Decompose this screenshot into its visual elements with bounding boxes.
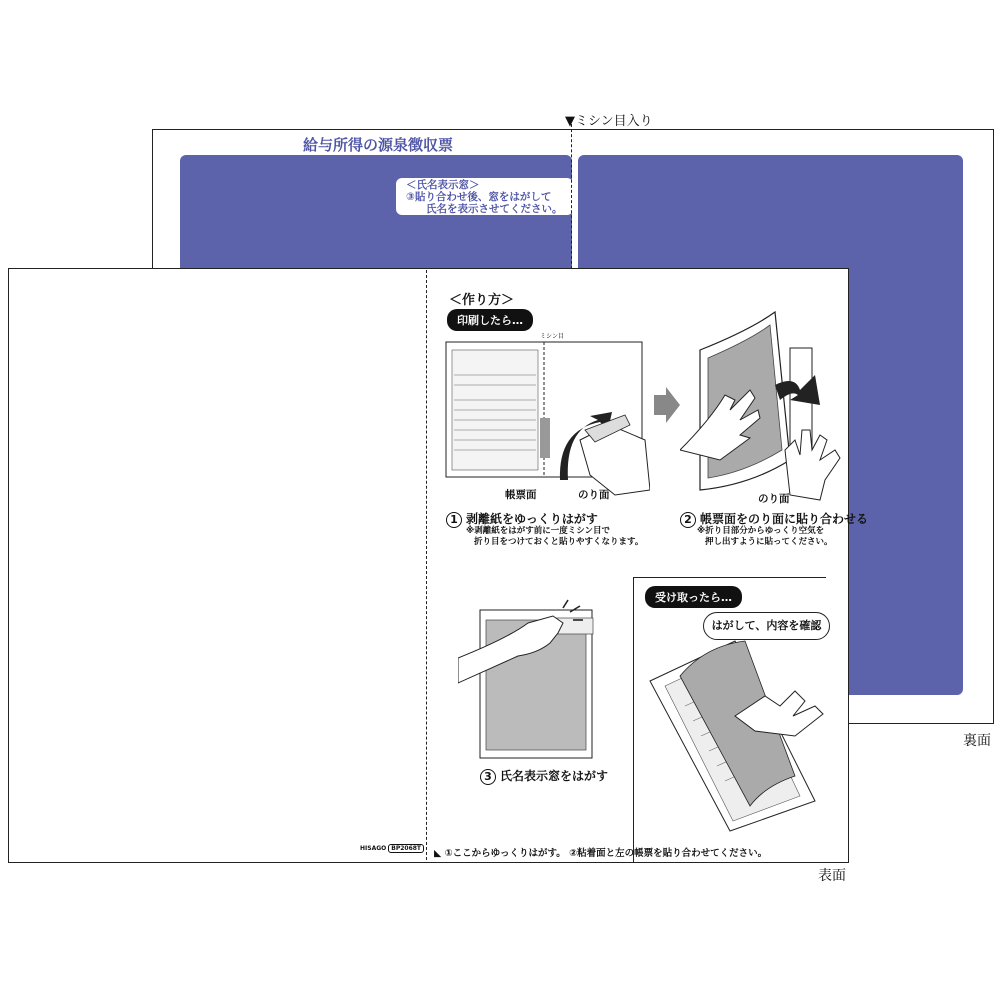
step3-title bbox=[480, 767, 608, 785]
glue-face-label-2: のり面 bbox=[758, 493, 790, 505]
step2-title-text: 帳票面をのり面に貼り合わせる bbox=[700, 512, 869, 526]
peel-illustration bbox=[440, 330, 650, 500]
front-side-label: 表面 bbox=[818, 868, 846, 884]
step-arrow-icon bbox=[652, 385, 682, 425]
form-face-label: 帳票面 bbox=[505, 489, 537, 501]
step3-title-text: 氏名表示窓をはがす bbox=[500, 769, 609, 783]
step2-note-line-2: 押し出すように貼ってください。 bbox=[705, 537, 833, 547]
window-note-line-1: ＜氏名表示窓＞ bbox=[406, 179, 480, 191]
back-title: 給与所得の源泉徴収票 bbox=[303, 136, 454, 154]
speech-bubble: はがして、内容を確認 bbox=[703, 612, 830, 640]
perforation-label: ▼ミシン目入り bbox=[565, 114, 653, 129]
step1-note bbox=[466, 526, 643, 548]
window-note-line-3: 氏名を表示させてください。 bbox=[426, 203, 563, 215]
step2-number: 2 bbox=[680, 512, 696, 528]
step2-note bbox=[697, 526, 833, 548]
received-illustration bbox=[645, 636, 825, 836]
perforation-mini-label: ミシン目 bbox=[540, 333, 564, 340]
step1-title-text: 剥離紙をゆっくりはがす bbox=[466, 512, 598, 526]
perforation-line-back bbox=[571, 124, 572, 269]
back-blue-panel-left bbox=[180, 155, 572, 275]
brand-name: HISAGO bbox=[360, 845, 387, 852]
paste-illustration bbox=[680, 310, 845, 505]
brand-logo bbox=[360, 845, 424, 852]
howto-title: ＜作り方＞ bbox=[449, 293, 515, 308]
step2-note-line-1: ※折り目部分からゆっくり空気を bbox=[697, 526, 825, 536]
step1-note-line-2: 折り目をつけておくと貼りやすくなります。 bbox=[474, 537, 644, 547]
after-print-label: 印刷したら… bbox=[447, 309, 533, 331]
step3-number: 3 bbox=[480, 769, 496, 785]
name-window-note bbox=[396, 178, 573, 215]
received-label: 受け取ったら… bbox=[645, 586, 742, 608]
back-side-label: 裏面 bbox=[963, 733, 991, 749]
glue-face-label: のり面 bbox=[578, 489, 610, 501]
window-note-line-2: ③貼り合わせ後、窓をはがして bbox=[406, 191, 552, 203]
product-code: BP2068T bbox=[388, 844, 424, 853]
step1-number: 1 bbox=[446, 512, 462, 528]
bottom-instruction: ◣ ①ここからゆっくりはがす。 ②粘着面と左の帳票を貼り合わせてください。 bbox=[434, 848, 768, 859]
perforation-line-front bbox=[426, 270, 427, 860]
step1-note-line-1: ※剥離紙をはがす前に一度ミシン目で bbox=[466, 526, 611, 536]
window-peel-illustration bbox=[458, 598, 628, 760]
